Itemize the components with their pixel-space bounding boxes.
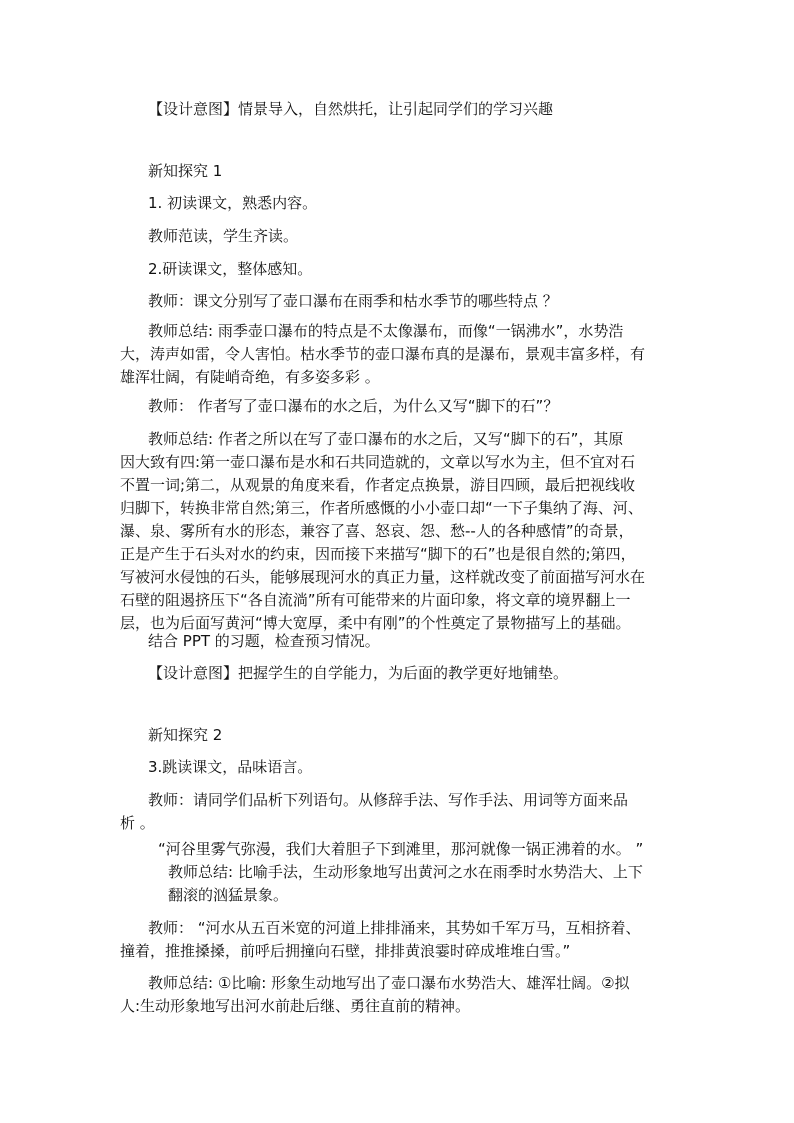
ppt-exercise-text: 结合 PPT 的习题，检查预习情况。 <box>148 632 380 650</box>
teacher-summary-3 <box>168 861 643 907</box>
summary-2-line: 不置一词;第二，从观景的角度来看，作者定点换景，游目四顾，最后把视线收 <box>120 476 636 494</box>
summary-4-line: 人:生动形象地写出河水前赴后继、勇往直前的精神。 <box>120 997 471 1015</box>
question-4-line: 撞着，推推搡搡，前呼后拥撞向石壁，排排黄浪霎时碎成堆堆白雪。” <box>120 942 571 960</box>
summary-2-line: 教师总结: 作者之所以在写了壶口瀑布的水之后，又写“脚下的石”，其原 <box>148 430 624 448</box>
teacher-question-4 <box>120 917 641 963</box>
list-item-3: 3.跳读课文，品味语言。 <box>148 758 313 776</box>
question-3-line: 析 。 <box>120 814 155 832</box>
summary-2-line: 层，也为后面写黄河“博大宽厚，柔中有刚”的个性奠定了景物描写上的基础。 <box>120 614 631 632</box>
summary-2-line: 石壁的阻遏挤压下“各自流淌”所有可能带来的片面印象，将文章的境界翻上一 <box>120 591 631 609</box>
design-intent-2: 【设计意图】把握学生的自学能力，为后面的教学更好地铺垫。 <box>148 664 569 682</box>
summary-2-line: 因大致有四:第一壶口瀑布是水和石共同造就的，文章以写水为主，但不宜对石 <box>120 453 636 471</box>
summary-3-line: 教师总结: 比喻手法，生动形象地写出黄河之水在雨季时水势浩大、上下 <box>168 863 643 881</box>
teacher-summary-1 <box>120 320 645 389</box>
summary-2-line: 归脚下，转换非常自然;第三，作者所感慨的小小壶口却“一下子集纳了海、河、 <box>120 499 643 517</box>
teacher-read-text: 教师范读，学生齐读。 <box>148 227 299 245</box>
summary-2-line: 写被河水侵蚀的石头，能够展现河水的真正力量，这样就改变了前面描写河水在 <box>120 568 646 586</box>
summary-1-line: 教师总结: 雨季壶口瀑布的特点是不太像瀑布，而像“一锅沸水”，水势浩 <box>148 322 624 340</box>
question-3-line: 教师：请同学们品析下列语句。从修辞手法、写作手法、用词等方面来品 <box>148 791 629 809</box>
summary-3-line: 翻滚的汹猛景象。 <box>168 886 289 904</box>
summary-2-line: 正是产生于石头对水的约束，因而接下来描写“脚下的石”也是很自然的;第四， <box>120 545 636 563</box>
summary-1-line: 大，涛声如雷，令人害怕。枯水季节的壶口瀑布真的是瀑布，景观丰富多样，有 <box>120 345 646 363</box>
section-title-1: 新知探究 1 <box>148 162 223 180</box>
list-item-1: 1. 初读课文，熟悉内容。 <box>148 194 318 212</box>
list-item-2: 2.研读课文，整体感知。 <box>148 260 313 278</box>
summary-4-line: 教师总结: ①比喻: 形象生动地写出了壶口瀑布水势浩大、雄浑壮阔。②拟 <box>148 974 630 992</box>
teacher-question-3 <box>120 789 628 835</box>
design-intent-1: 【设计意图】情景导入，自然烘托，让引起同学们的学习兴趣 <box>148 100 554 118</box>
summary-1-line: 雄浑壮阔，有陡峭奇绝，有多姿多彩 。 <box>120 368 380 386</box>
quoted-sentence-1: “河谷里雾气弥漫，我们大着胆子下到滩里，那河就像一锅正沸着的水。 ” <box>158 840 644 858</box>
teacher-summary-4 <box>120 972 630 1018</box>
teacher-question-1: 教师：课文分别写了壶口瀑布在雨季和枯水季节的哪些特点 ？ <box>148 292 558 310</box>
teacher-summary-2 <box>120 428 645 635</box>
question-4-line: 教师： “河水从五百米宽的河道上排排涌来，其势如千军万马，互相挤着、 <box>148 919 641 937</box>
summary-2-line: 瀑、泉、雾所有水的形态，兼容了喜、怒哀、怨、愁--人的各种感情”的奇景， <box>120 522 634 540</box>
teacher-question-2: 教师： 作者写了壶口瀑布的水之后，为什么又写“脚下的石”？ <box>148 397 559 415</box>
section-title-2: 新知探究 2 <box>148 726 223 744</box>
